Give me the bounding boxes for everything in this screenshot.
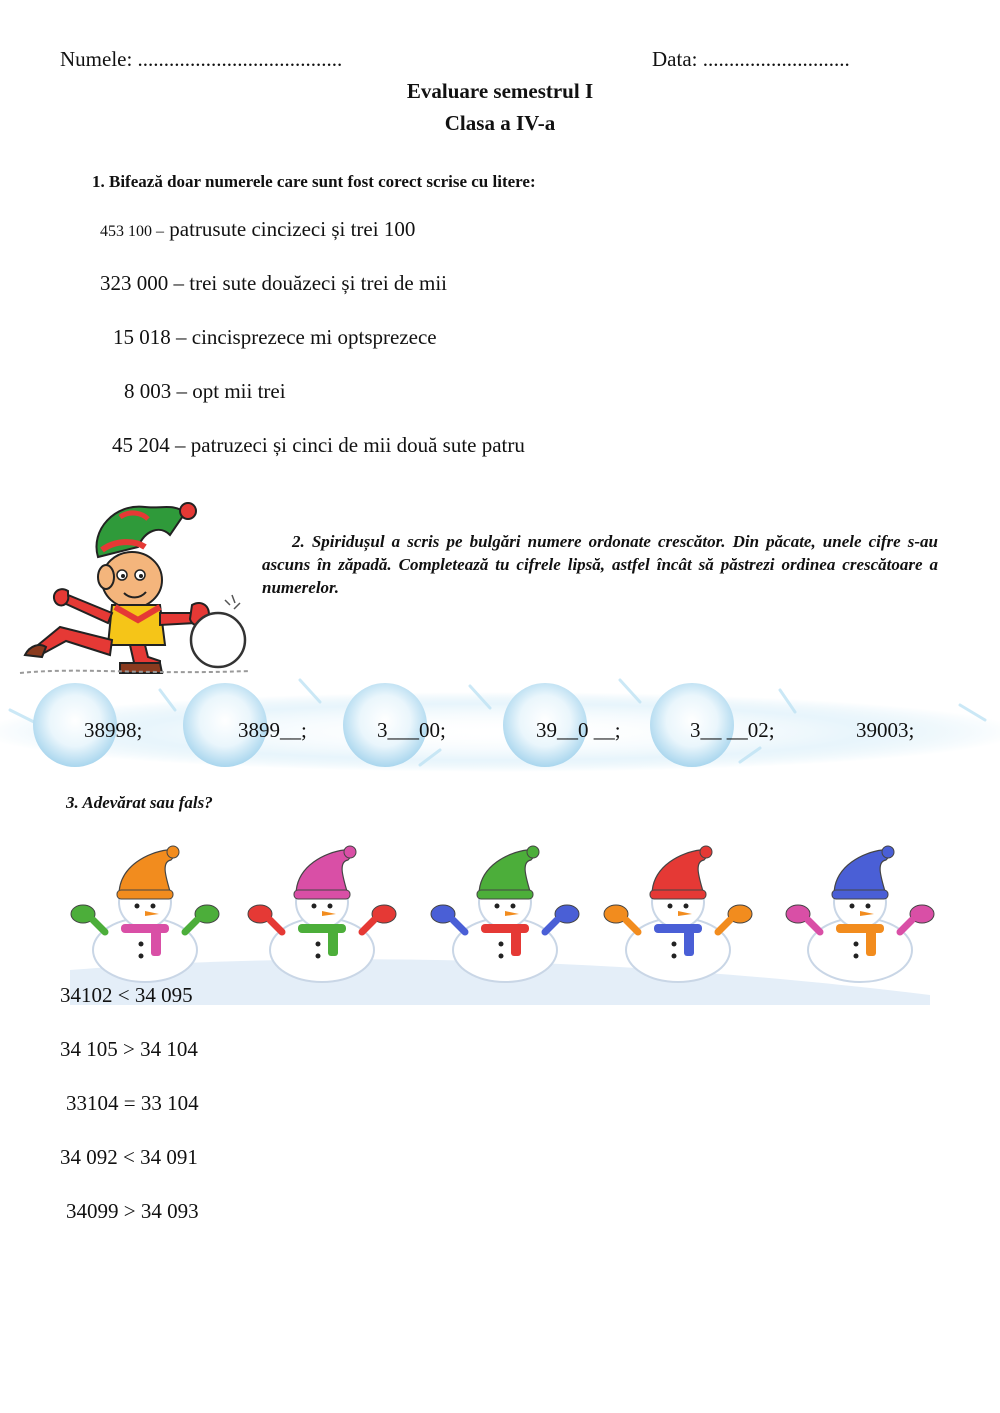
name-field-label: Numele: ....................................... (60, 47, 343, 71)
true-false-item[interactable]: 34102 < 34 095 (60, 983, 193, 1007)
item-text: patrusute cincizeci și trei 100 (164, 217, 416, 241)
item-number: 15 018 (113, 325, 171, 349)
page-title: Evaluare semestrul I (406, 79, 594, 103)
exercise1-heading: 1. Bifează doar numerele care sunt fost corect scrise cu litere: (92, 172, 536, 191)
item-number: 45 204 (112, 433, 170, 457)
item-number: 8 003 (124, 379, 172, 403)
date-field-label: Data: ............................ (652, 47, 850, 71)
exercise1-item[interactable] (100, 271, 447, 296)
snowmen-illustration (60, 840, 940, 1005)
snowball-number[interactable]: 3__ __02; (690, 718, 775, 742)
item-number: 453 100 – (100, 223, 164, 240)
true-false-item[interactable]: 34 105 > 34 104 (60, 1037, 198, 1061)
exercise1-item[interactable] (124, 379, 286, 404)
true-false-item[interactable]: 33104 = 33 104 (66, 1091, 199, 1115)
snowman-figure (71, 846, 219, 982)
snowman-figure (604, 846, 752, 982)
true-false-item[interactable]: 34099 > 34 093 (66, 1199, 199, 1223)
exercise1-item[interactable] (100, 217, 415, 242)
exercise2-instructions: 2. Spiridușul a scris pe bulgări numere ordonate crescător. Din păcate, unele cifre s-au ascuns în zăpadă. Completează tu cifrele lipsă, astfel încât să păstrezi ordinea crescătoare a numerelor. (262, 532, 938, 597)
item-text: – cincisprezece mi optsprezece (170, 325, 437, 349)
snow-splash-band (0, 650, 1000, 780)
snowball-number[interactable]: 3___00; (377, 718, 446, 742)
exercise1-item[interactable] (113, 325, 437, 350)
snowball-number[interactable]: 39__0 __; (536, 718, 621, 742)
snowball-number: 39003; (856, 718, 915, 742)
item-text: – trei sute douăzeci și trei de mii (168, 271, 447, 295)
snowball-number[interactable]: 3899__; (238, 718, 307, 742)
item-number: 323 000 (100, 271, 169, 295)
item-text: – patruzeci și cinci de mii două sute patru (169, 433, 525, 457)
snowball-number: 38998; (84, 718, 143, 742)
item-text: – opt mii trei (171, 379, 286, 403)
exercise1-item[interactable] (112, 433, 525, 458)
exercise3-heading: 3. Adevărat sau fals? (66, 793, 213, 812)
true-false-item[interactable]: 34 092 < 34 091 (60, 1145, 198, 1169)
snowman-figure (786, 846, 934, 982)
page-subtitle: Clasa a IV-a (444, 111, 556, 135)
